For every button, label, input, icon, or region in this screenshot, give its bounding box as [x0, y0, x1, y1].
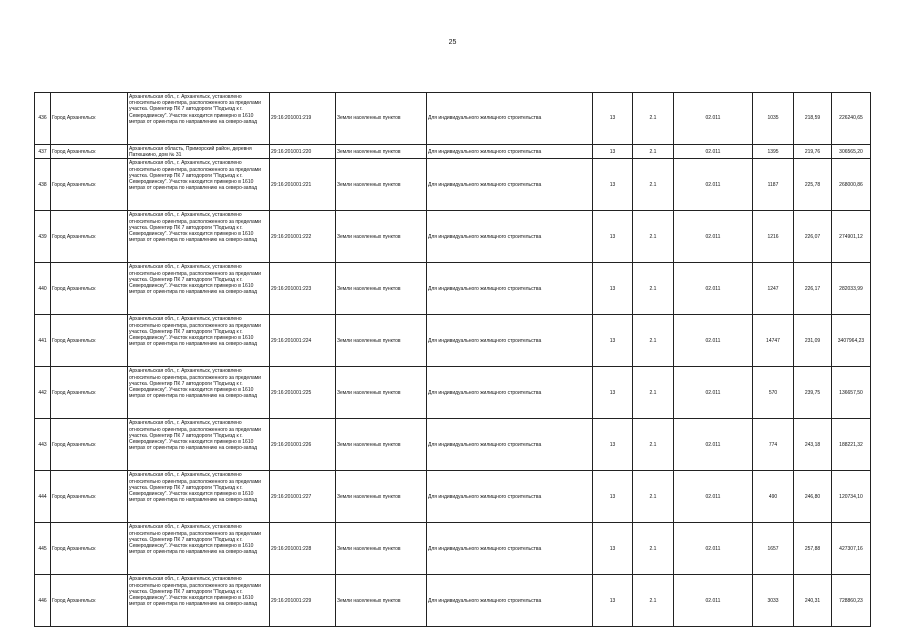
- land-category-cell: Земли населенных пунктов: [336, 211, 427, 263]
- permitted-use-cell: Для индивидуального жилищного строительства: [427, 367, 593, 419]
- date-cell: 02.011: [674, 263, 753, 315]
- date-cell: 02.011: [674, 523, 753, 575]
- cadastral-number-cell: 29:16:201001:226: [270, 419, 336, 471]
- unit-value-cell: 240,31: [794, 575, 832, 627]
- address-cell: Архангельская обл., г. Архангельск, установлено относительно ориентира, расположенного за пределами участка. Ориентир ПК 7 автодороги "Подъезд к г. Северодвинску". Участок находится примерно в 1610 метрах от ориентира по направлению на северо-запад: [128, 315, 270, 367]
- table-row: [35, 523, 871, 575]
- locality-cell: Город Архангельск: [51, 93, 128, 145]
- permitted-use-cell: Для индивидуального жилищного строительства: [427, 419, 593, 471]
- address-cell: Архангельская область, Приморский район, деревня Патюшкино, дом № 31: [128, 145, 270, 159]
- row-number: 443: [35, 419, 51, 471]
- address-cell: Архангельская обл., г. Архангельск, установлено относительно ориентира, расположенного за пределами участка. Ориентир ПК 7 автодороги "Подъезд к г. Северодвинску". Участок находится примерно в 1610 метрах от ориентира по направлению на северо-запад: [128, 211, 270, 263]
- locality-cell: Город Архангельск: [51, 145, 128, 159]
- land-category-cell: Земли населенных пунктов: [336, 315, 427, 367]
- cadastral-number-cell: 29:16:201001:223: [270, 263, 336, 315]
- area-cell: 14747: [753, 315, 794, 367]
- locality-cell: Город Архангельск: [51, 263, 128, 315]
- cadastral-number-cell: 29:16:201001:219: [270, 93, 336, 145]
- permitted-use-cell: Для индивидуального жилищного строительства: [427, 263, 593, 315]
- date-cell: 02.011: [674, 145, 753, 159]
- table-row: [35, 471, 871, 523]
- land-category-cell: Земли населенных пунктов: [336, 93, 427, 145]
- address-cell: Архангельская обл., г. Архангельск, установлено относительно ориентира, расположенного за пределами участка. Ориентир ПК 7 автодороги "Подъезд к г. Северодвинску". Участок находится примерно в 1610 метрах от ориентира по направлению на северо-запад: [128, 575, 270, 627]
- row-number: 441: [35, 315, 51, 367]
- area-cell: 774: [753, 419, 794, 471]
- area-cell: 1187: [753, 159, 794, 211]
- cadastral-number-cell: 29:16:201001:225: [270, 367, 336, 419]
- land-category-cell: Земли населенных пунктов: [336, 419, 427, 471]
- group-cell: 2.1: [633, 145, 674, 159]
- row-number: 442: [35, 367, 51, 419]
- address-cell: Архангельская обл., г. Архангельск, установлено относительно ориентира, расположенного за пределами участка. Ориентир ПК 7 автодороги "Подъезд к г. Северодвинску". Участок находится примерно в 1610 метрах от ориентира по направлению на северо-запад: [128, 367, 270, 419]
- cadastral-value-cell: 274901,12: [832, 211, 871, 263]
- address-cell: Архангельская обл., г. Архангельск, установлено относительно ориентира, расположенного за пределами участка. Ориентир ПК 7 автодороги "Подъезд к г. Северодвинску". Участок находится примерно в 1610 метрах от ориентира по направлению на северо-запад: [128, 523, 270, 575]
- group-cell: 2.1: [633, 211, 674, 263]
- land-category-cell: Земли населенных пунктов: [336, 523, 427, 575]
- permitted-use-cell: Для индивидуального жилищного строительства: [427, 575, 593, 627]
- cadastral-number-cell: 29:16:201001:228: [270, 523, 336, 575]
- permitted-use-cell: Для индивидуального жилищного строительства: [427, 523, 593, 575]
- table-row: [35, 211, 871, 263]
- permitted-use-cell: Для индивидуального жилищного строительства: [427, 211, 593, 263]
- area-cell: 570: [753, 367, 794, 419]
- cadastral-value-cell: 728860,23: [832, 575, 871, 627]
- use-code-cell: 13: [593, 211, 633, 263]
- locality-cell: Город Архангельск: [51, 315, 128, 367]
- group-cell: 2.1: [633, 315, 674, 367]
- table-row: [35, 575, 871, 627]
- group-cell: 2.1: [633, 523, 674, 575]
- unit-value-cell: 226,07: [794, 211, 832, 263]
- cadastral-number-cell: 29:16:201001:224: [270, 315, 336, 367]
- unit-value-cell: 225,78: [794, 159, 832, 211]
- permitted-use-cell: Для индивидуального жилищного строительства: [427, 315, 593, 367]
- locality-cell: Город Архангельск: [51, 575, 128, 627]
- cadastral-value-cell: 282033,99: [832, 263, 871, 315]
- area-cell: 3033: [753, 575, 794, 627]
- use-code-cell: 13: [593, 471, 633, 523]
- locality-cell: Город Архангельск: [51, 367, 128, 419]
- cadastral-number-cell: 29:16:201001:227: [270, 471, 336, 523]
- group-cell: 2.1: [633, 263, 674, 315]
- unit-value-cell: 226,17: [794, 263, 832, 315]
- permitted-use-cell: Для индивидуального жилищного строительства: [427, 471, 593, 523]
- locality-cell: Город Архангельск: [51, 159, 128, 211]
- address-cell: Архангельская обл., г. Архангельск, установлено относительно ориентира, расположенного за пределами участка. Ориентир ПК 7 автодороги "Подъезд к г. Северодвинску". Участок находится примерно в 1610 метрах от ориентира по направлению на северо-запад: [128, 419, 270, 471]
- area-cell: 1657: [753, 523, 794, 575]
- row-number: 444: [35, 471, 51, 523]
- use-code-cell: 13: [593, 315, 633, 367]
- address-cell: Архангельская обл., г. Архангельск, установлено относительно ориентира, расположенного за пределами участка. Ориентир ПК 7 автодороги "Подъезд к г. Северодвинску". Участок находится примерно в 1610 метрах от ориентира по направлению на северо-запад: [128, 471, 270, 523]
- permitted-use-cell: Для индивидуального жилищного строительства: [427, 145, 593, 159]
- table-row: [35, 159, 871, 211]
- locality-cell: Город Архангельск: [51, 471, 128, 523]
- cadastral-number-cell: 29:16:201001:220: [270, 145, 336, 159]
- use-code-cell: 13: [593, 263, 633, 315]
- row-number: 446: [35, 575, 51, 627]
- group-cell: 2.1: [633, 575, 674, 627]
- use-code-cell: 13: [593, 93, 633, 145]
- area-cell: 1035: [753, 93, 794, 145]
- cadastral-value-cell: 226240,65: [832, 93, 871, 145]
- cadastral-value-cell: 120734,10: [832, 471, 871, 523]
- date-cell: 02.011: [674, 211, 753, 263]
- locality-cell: Город Архангельск: [51, 419, 128, 471]
- table-row: [35, 367, 871, 419]
- group-cell: 2.1: [633, 159, 674, 211]
- land-plot-table: [34, 92, 871, 627]
- row-number: 437: [35, 145, 51, 159]
- use-code-cell: 13: [593, 575, 633, 627]
- permitted-use-cell: Для индивидуального жилищного строительства: [427, 93, 593, 145]
- land-category-cell: Земли населенных пунктов: [336, 263, 427, 315]
- area-cell: 1247: [753, 263, 794, 315]
- land-category-cell: Земли населенных пунктов: [336, 145, 427, 159]
- area-cell: 490: [753, 471, 794, 523]
- cadastral-value-cell: 188221,32: [832, 419, 871, 471]
- unit-value-cell: 239,75: [794, 367, 832, 419]
- group-cell: 2.1: [633, 93, 674, 145]
- unit-value-cell: 246,80: [794, 471, 832, 523]
- table-row: [35, 145, 871, 159]
- cadastral-value-cell: 3407964,23: [832, 315, 871, 367]
- group-cell: 2.1: [633, 471, 674, 523]
- cadastral-number-cell: 29:16:201001:221: [270, 159, 336, 211]
- locality-cell: Город Архангельск: [51, 523, 128, 575]
- row-number: 440: [35, 263, 51, 315]
- date-cell: 02.011: [674, 93, 753, 145]
- area-cell: 1395: [753, 145, 794, 159]
- date-cell: 02.011: [674, 159, 753, 211]
- unit-value-cell: 219,76: [794, 145, 832, 159]
- address-cell: Архангельская обл., г. Архангельск, установлено относительно ориентира, расположенного за пределами участка. Ориентир ПК 7 автодороги "Подъезд к г. Северодвинску". Участок находится примерно в 1610 метрах от ориентира по направлению на северо-запад: [128, 263, 270, 315]
- address-cell: Архангельская обл., г. Архангельск, установлено относительно ориентира, расположенного за пределами участка. Ориентир ПК 7 автодороги "Подъезд к г. Северодвинску". Участок находится примерно в 1610 метрах от ориентира по направлению на северо-запад: [128, 93, 270, 145]
- group-cell: 2.1: [633, 367, 674, 419]
- row-number: 439: [35, 211, 51, 263]
- land-category-cell: Земли населенных пунктов: [336, 471, 427, 523]
- unit-value-cell: 231,09: [794, 315, 832, 367]
- group-cell: 2.1: [633, 419, 674, 471]
- cadastral-value-cell: 268000,86: [832, 159, 871, 211]
- date-cell: 02.011: [674, 315, 753, 367]
- land-category-cell: Земли населенных пунктов: [336, 159, 427, 211]
- date-cell: 02.011: [674, 419, 753, 471]
- cadastral-value-cell: 306565,20: [832, 145, 871, 159]
- unit-value-cell: 243,18: [794, 419, 832, 471]
- use-code-cell: 13: [593, 367, 633, 419]
- date-cell: 02.011: [674, 575, 753, 627]
- table-row: [35, 263, 871, 315]
- land-category-cell: Земли населенных пунктов: [336, 575, 427, 627]
- use-code-cell: 13: [593, 523, 633, 575]
- use-code-cell: 13: [593, 145, 633, 159]
- cadastral-number-cell: 29:16:201001:229: [270, 575, 336, 627]
- cadastral-number-cell: 29:16:201001:222: [270, 211, 336, 263]
- area-cell: 1216: [753, 211, 794, 263]
- cadastral-value-cell: 427307,16: [832, 523, 871, 575]
- permitted-use-cell: Для индивидуального жилищного строительства: [427, 159, 593, 211]
- table-row: [35, 315, 871, 367]
- table-row: [35, 93, 871, 145]
- table-row: [35, 419, 871, 471]
- row-number: 438: [35, 159, 51, 211]
- land-category-cell: Земли населенных пунктов: [336, 367, 427, 419]
- use-code-cell: 13: [593, 419, 633, 471]
- use-code-cell: 13: [593, 159, 633, 211]
- locality-cell: Город Архангельск: [51, 211, 128, 263]
- date-cell: 02.011: [674, 471, 753, 523]
- unit-value-cell: 257,88: [794, 523, 832, 575]
- date-cell: 02.011: [674, 367, 753, 419]
- page-number: 25: [448, 39, 457, 46]
- cadastral-value-cell: 136657,50: [832, 367, 871, 419]
- row-number: 445: [35, 523, 51, 575]
- row-number: 436: [35, 93, 51, 145]
- address-cell: Архангельская обл., г. Архангельск, установлено относительно ориентира, расположенного за пределами участка. Ориентир ПК 7 автодороги "Подъезд к г. Северодвинску". Участок находится примерно в 1610 метрах от ориентира по направлению на северо-запад: [128, 159, 270, 211]
- unit-value-cell: 218,59: [794, 93, 832, 145]
